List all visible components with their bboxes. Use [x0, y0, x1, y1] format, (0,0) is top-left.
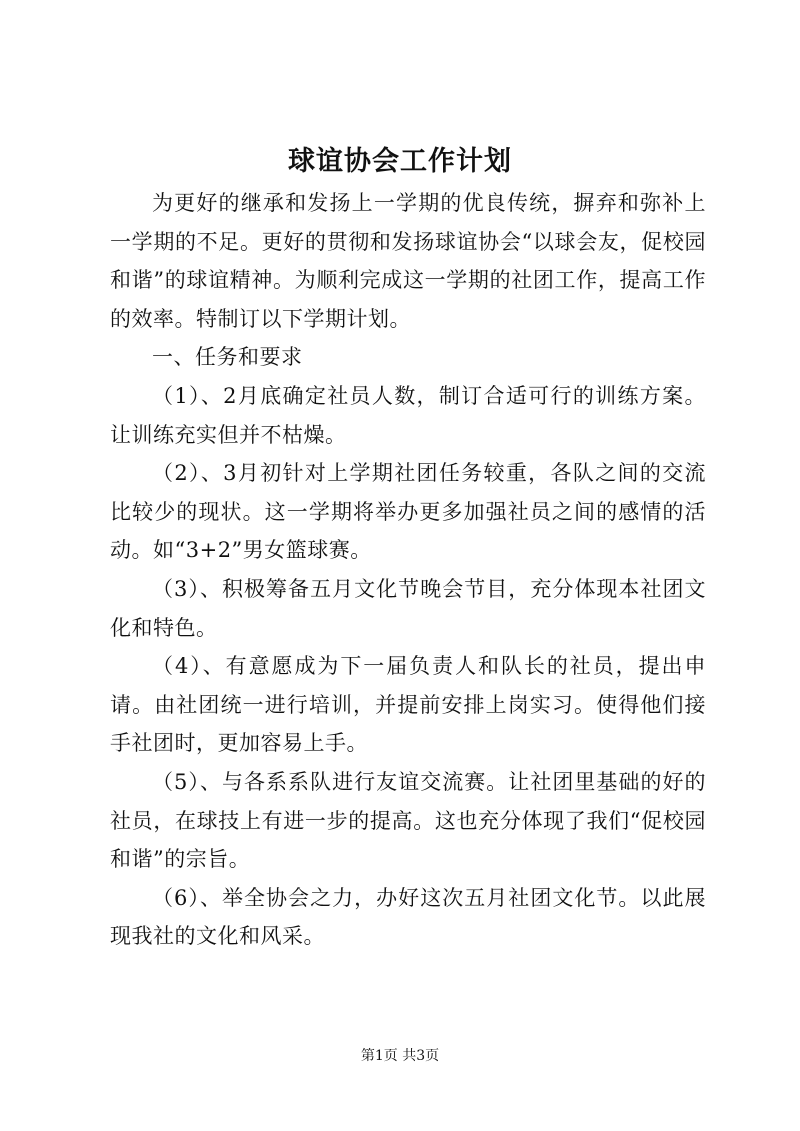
section-heading: 一、任务和要求 — [152, 345, 303, 370]
item-paragraph-4: （4）、有意愿成为下一届负责人和队长的社员，提出申请。由社团统一进行培训，并提前安排上岗实习。使得他们接手社团时，更加容易上手。 — [110, 654, 706, 756]
document-title: 球谊协会工作计划 — [288, 146, 512, 177]
item-paragraph-6: （6）、举全协会之力，办好这次五月社团文化节。以此展现我社的文化和风采。 — [110, 885, 706, 949]
item-paragraph-5: （5）、与各系系队进行友谊交流赛。让社团里基础的好的社员，在球技上有进一步的提高。这也充分体现了我们“促校园和谐”的宗旨。 — [110, 769, 706, 872]
document-body — [110, 184, 706, 956]
page-footer: 第1页 共3页 — [360, 1048, 440, 1064]
item-paragraph-2: （2）、3月初针对上学期社团任务较重，各队之间的交流比较少的现状。这一学期将举办更多加强社员之间的感情的活动。如“3+2”男女篮球赛。 — [110, 461, 706, 563]
intro-paragraph: 为更好的继承和发扬上一学期的优良传统，摒弃和弥补上一学期的不足。更好的贯彻和发扬球谊协会“以球会友，促校园和谐”的球谊精神。为顺利完成这一学期的社团工作，提高工作的效率。特制订以下学期计划。 — [110, 191, 706, 331]
item-paragraph-1: （1）、2月底确定社员人数，制订合适可行的训练方案。让训练充实但并不枯燥。 — [110, 383, 706, 447]
item-paragraph-3: （3）、积极筹备五月文化节晚会节目，充分体现本社团文化和特色。 — [110, 576, 706, 640]
